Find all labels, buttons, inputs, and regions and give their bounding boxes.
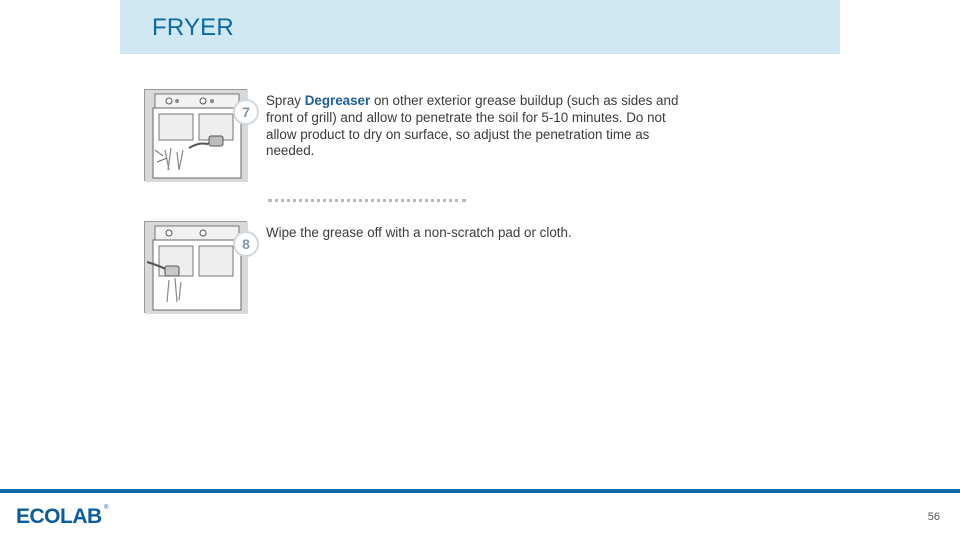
step-8 xyxy=(144,221,704,321)
step-7 xyxy=(144,89,704,189)
fryer-wipe-illustration xyxy=(144,221,247,313)
step-instruction: Wipe the grease off with a non-scratch pad or cloth. xyxy=(266,225,572,240)
ecolab-logo xyxy=(16,505,108,527)
title-bar xyxy=(120,0,840,54)
logo-wordmark: ECOLAB xyxy=(16,505,102,528)
step-number-badge: 7 xyxy=(233,99,259,125)
footer-rule xyxy=(0,489,960,493)
page-number: 56 xyxy=(927,511,940,523)
step-text-before: Spray xyxy=(266,93,305,108)
step-number-badge: 8 xyxy=(233,231,259,257)
product-name-highlight: Degreaser xyxy=(304,93,371,108)
registered-mark: ® xyxy=(104,505,109,511)
step-instruction xyxy=(266,93,681,160)
fryer-spray-illustration xyxy=(144,89,247,181)
step-text-after: on other exterior grease buildup (such as sides and front of grill) and allow to penetrate the soil for 5-10 minutes. Do not allow product to dry on surface, so adjust the penetration time as needed. xyxy=(266,93,679,159)
step-divider xyxy=(268,199,466,205)
page-title: FRYER xyxy=(152,14,234,41)
